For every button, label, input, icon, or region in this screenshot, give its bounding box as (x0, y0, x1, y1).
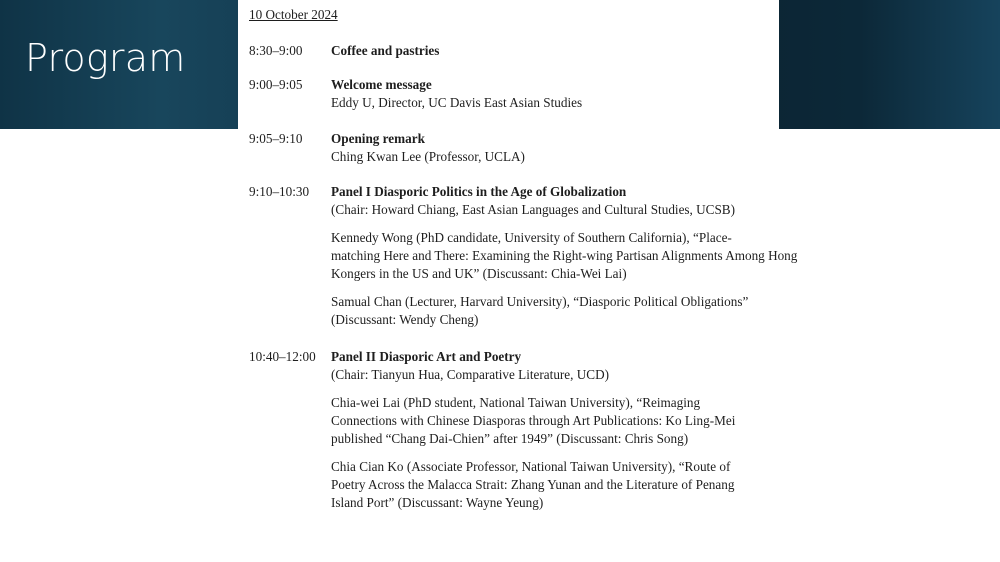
entry-time: 10:40–12:00 (249, 349, 316, 364)
talk-line: (Discussant: Wendy Cheng) (331, 312, 479, 327)
talk-line: Samual Chan (Lecturer, Harvard University), “Diasporic Political Obligations” (331, 294, 749, 309)
panel-title: Panel II Diasporic Art and Poetry (331, 349, 522, 364)
panel-title: Panel I Diasporic Politics in the Age of Globalization (331, 184, 627, 199)
talk (331, 229, 798, 283)
entry-title: Opening remark (331, 131, 425, 146)
talk-line: Poetry Across the Malacca Strait: Zhang Yunan and the Literature of Penang (331, 477, 735, 492)
talk (331, 293, 789, 329)
talk (331, 458, 789, 512)
talk-line: Kennedy Wong (PhD candidate, University of Southern California), “Place- (331, 230, 732, 245)
panel-chair: (Chair: Howard Chiang, East Asian Languages and Cultural Studies, UCSB) (331, 202, 735, 217)
talk-line: Kongers in the US and UK” (Discussant: Chia-Wei Lai) (331, 266, 627, 281)
talk-line: Chia-wei Lai (PhD student, National Taiwan University), “Reimaging (331, 395, 701, 410)
slide-title: Program (25, 36, 186, 80)
entry-title: Welcome message (331, 77, 432, 92)
talk-line: published “Chang Dai-Chien” after 1949” (Discussant: Chris Song) (331, 431, 689, 446)
talk-line: Connections with Chinese Diasporas through Art Publications: Ko Ling-Mei (331, 413, 736, 428)
entry-time: 9:10–10:30 (249, 184, 310, 199)
panel-chair: (Chair: Tianyun Hua, Comparative Literature, UCD) (331, 367, 609, 382)
talk-line: Island Port” (Discussant: Wayne Yeung) (331, 495, 544, 510)
talk (331, 394, 789, 448)
program-date: 10 October 2024 (249, 7, 338, 22)
talk-line: matching Here and There: Examining the Right-wing Partisan Alignments Among Hong (331, 248, 798, 263)
talk-line: Chia Cian Ko (Associate Professor, National Taiwan University), “Route of (331, 459, 731, 474)
entry-title: Coffee and pastries (331, 43, 440, 58)
entry-detail: Ching Kwan Lee (Professor, UCLA) (331, 149, 525, 164)
entry-time: 8:30–9:00 (249, 43, 303, 58)
entry-time: 9:05–9:10 (249, 131, 303, 146)
entry-detail: Eddy U, Director, UC Davis East Asian Studies (331, 95, 583, 110)
entry-time: 9:00–9:05 (249, 77, 303, 92)
